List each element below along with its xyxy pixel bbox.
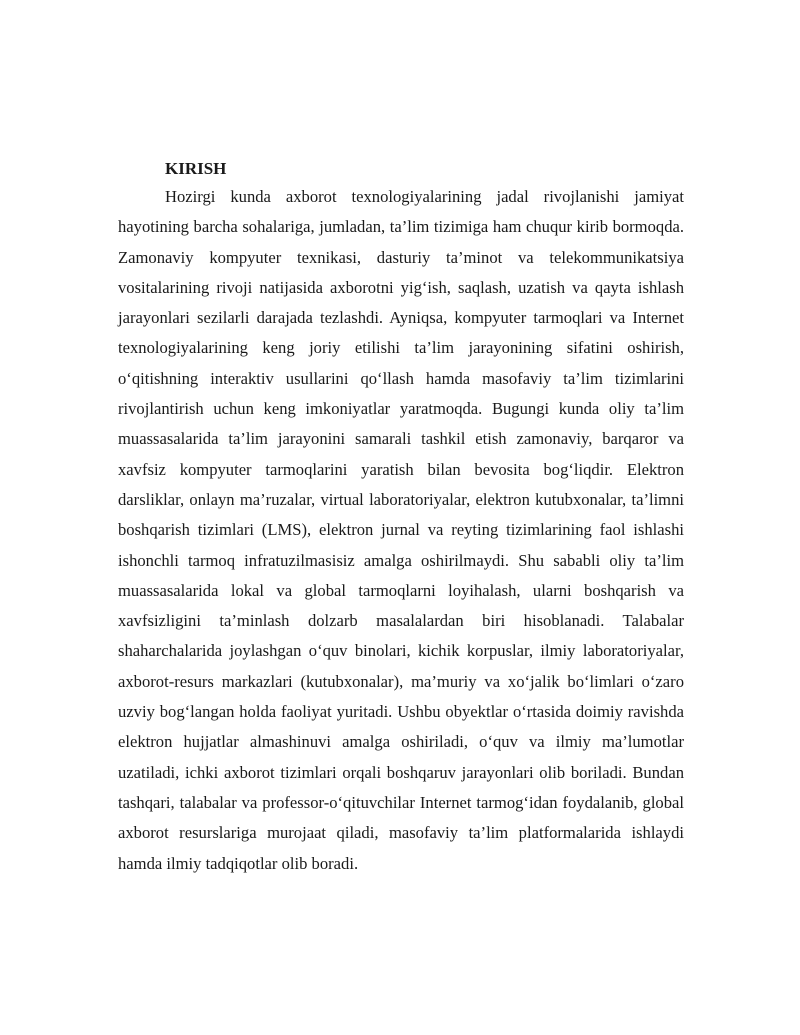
document-body — [118, 156, 684, 879]
section-heading: KIRISH — [165, 159, 227, 178]
body-paragraph: Hozirgi kunda axborot texnologiyalarining jadal rivojlanishi jamiyat hayotining barcha sohalariga, jumladan, ta’lim tizimiga ham chuqur kirib bormoqda. Zamonaviy kompyuter texnikasi, dasturiy ta’minot va telekommunikatsiya vositalarining rivoji natijasida axborotni yig‘ish, saqlash, uzatish va qayta ishlash jarayonlari sezilarli darajada tezlashdi. Ayniqsa, kompyuter tarmoqlari va Internet texnologiyalarining keng joriy etilishi ta’lim jarayonining sifatini oshirish, o‘qitishning interaktiv usullarini qo‘llash hamda masofaviy ta’lim tizimlarini rivojlantirish uchun keng imkoniyatlar yaratmoqda. Bugungi kunda oliy ta’lim muassasalarida ta’lim jarayonini samarali tashkil etish zamonaviy, barqaror va xavfsiz kompyuter tarmoqlarini yaratish bilan bevosita bog‘liqdir. Elektron darsliklar, onlayn ma’ruzalar, virtual laboratoriyalar, elektron kutubxonalar, ta’limni boshqarish tizimlari (LMS), elektron jurnal va reyting tizimlarining faol ishlashi ishonchli tarmoq infratuzilmasisiz amalga oshirilmaydi. Shu sababli oliy ta’lim muassasalarida lokal va global tarmoqlarni loyihalash, ularni boshqarish va xavfsizligini ta’minlash dolzarb masalalardan biri hisoblanadi. Talabalar shaharchalarida joylashgan o‘quv binolari, kichik korpuslar, ilmiy laboratoriyalar, axborot-resurs markazlari (kutubxonalar), ma’muriy va xo‘jalik bo‘limlari o‘zaro uzviy bog‘langan holda faoliyat yuritadi. Ushbu obyektlar o‘rtasida doimiy ravishda elektron hujjatlar almashinuvi amalga oshiriladi, o‘quv va ilmiy ma’lumotlar uzatiladi, ichki axborot tizimlari orqali boshqaruv jarayonlari olib boriladi. Bundan tashqari, talabalar va professor-o‘qituvchilar Internet tarmog‘idan foydalanib, global axborot resurslariga murojaat qiladi, masofaviy ta’lim platformalarida ishlaydi hamda ilmiy tadqiqotlar olib boradi. — [118, 187, 684, 873]
